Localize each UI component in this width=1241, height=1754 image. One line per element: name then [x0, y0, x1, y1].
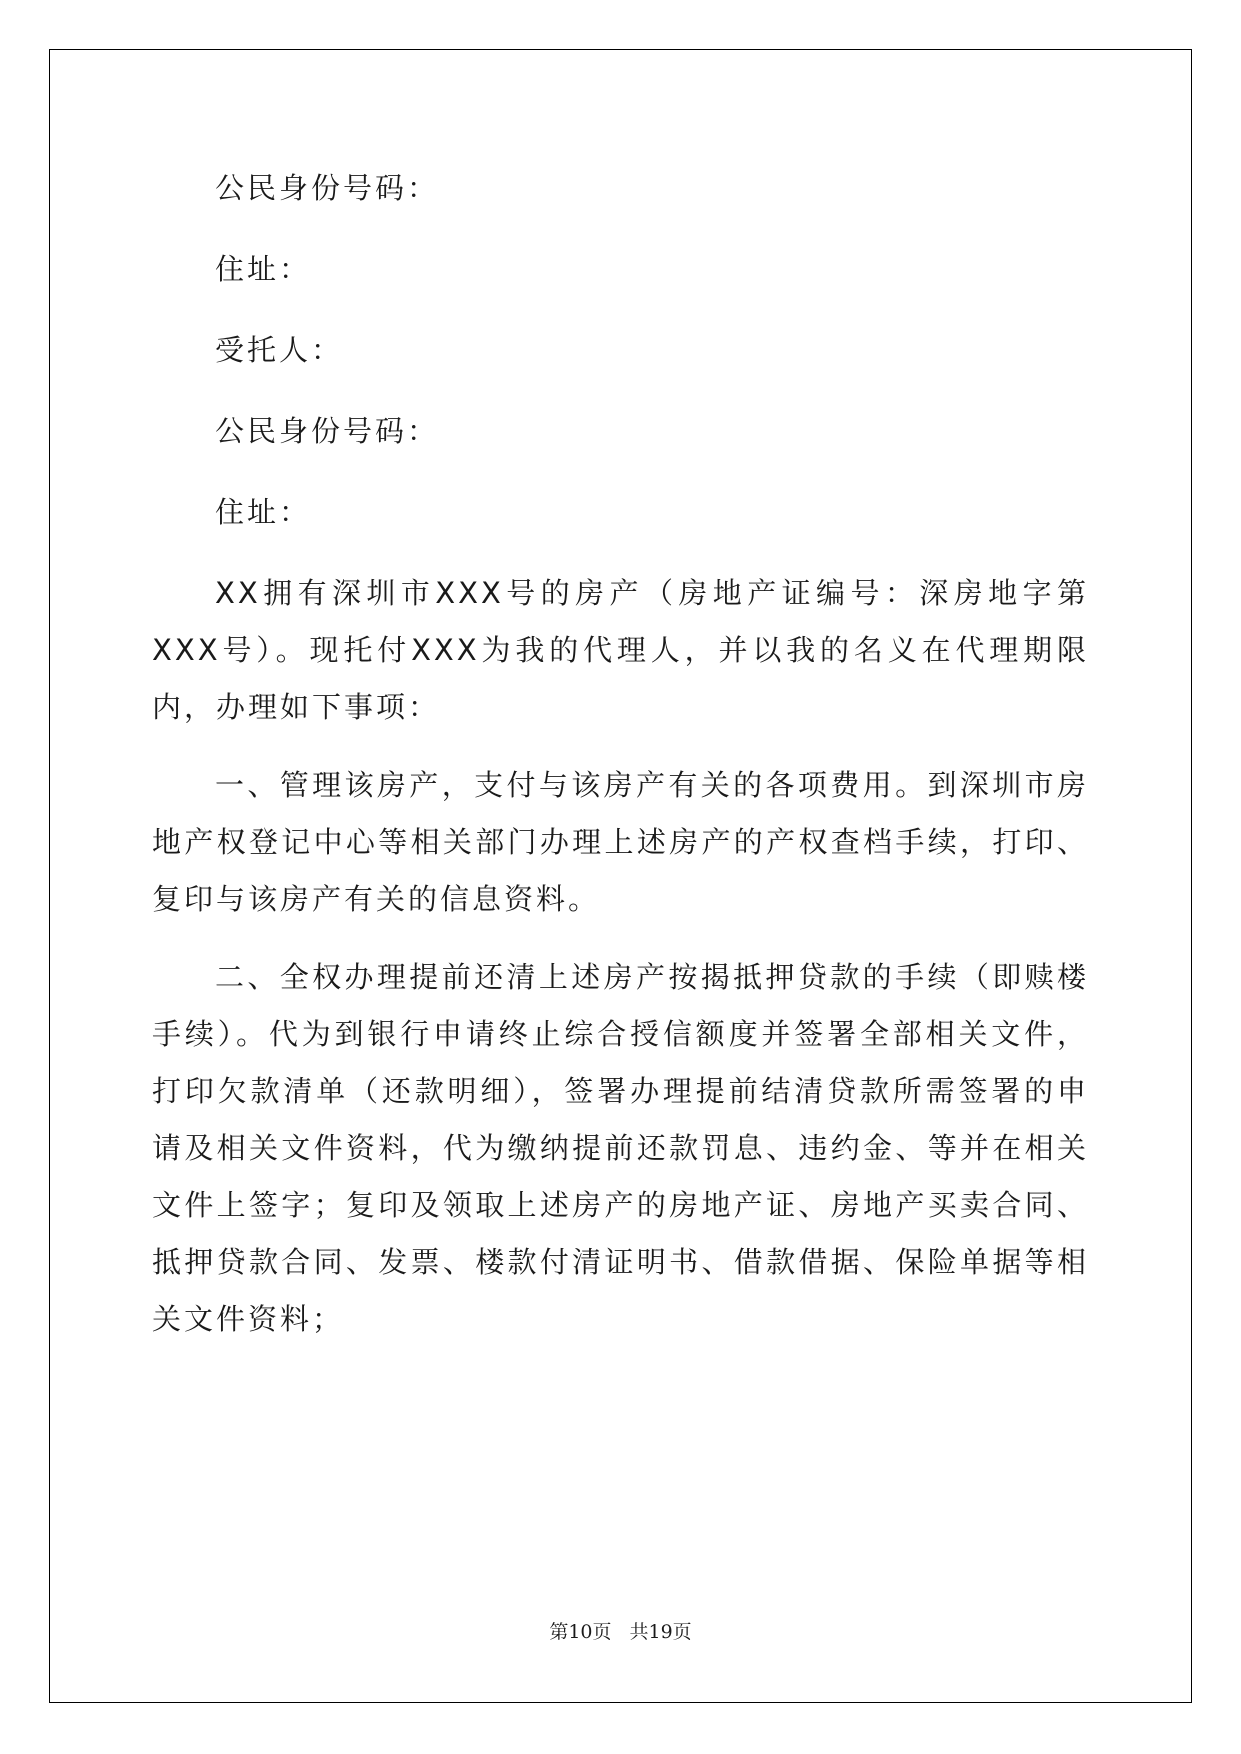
field-agent-id: 公民身份号码：: [215, 414, 440, 448]
page-footer: [0, 1617, 1241, 1644]
field-principal-address: 住址：: [215, 252, 312, 286]
field-agent-address: 住址：: [215, 495, 312, 529]
paragraph-item-one: 一、管理该房产，支付与该房产有关的各项费用。到深圳市房地产权登记中心等相关部门办理上述房产的产权查档手续，打印、复印与该房产有关的信息资料。: [152, 768, 1089, 916]
field-agent: 受托人：: [215, 333, 344, 367]
page-number: 第10页: [549, 1621, 612, 1643]
paragraph-item-two: 二、全权办理提前还清上述房产按揭抵押贷款的手续（即赎楼手续）。代为到银行申请终止综合授信额度并签署全部相关文件，打印欠款清单（还款明细），签署办理提前结清贷款所需签署的申请及相关文件资料，代为缴纳提前还款罚息、违约金、等并在相关文件上签字；复印及领取上述房产的房地产证、房地产买卖合同、抵押贷款合同、发票、楼款付清证明书、借款借据、保险单据等相关文件资料；: [152, 960, 1089, 1336]
page-total: 共19页: [629, 1621, 692, 1643]
document-body: [152, 160, 1089, 1369]
paragraph-property-statement: XX拥有深圳市XXX号的房产（房地产证编号：深房地字第XXX号）。现托付XXX为我的代理人，并以我的名义在代理期限内，办理如下事项：: [152, 576, 1089, 724]
field-principal-id: 公民身份号码：: [215, 171, 440, 205]
